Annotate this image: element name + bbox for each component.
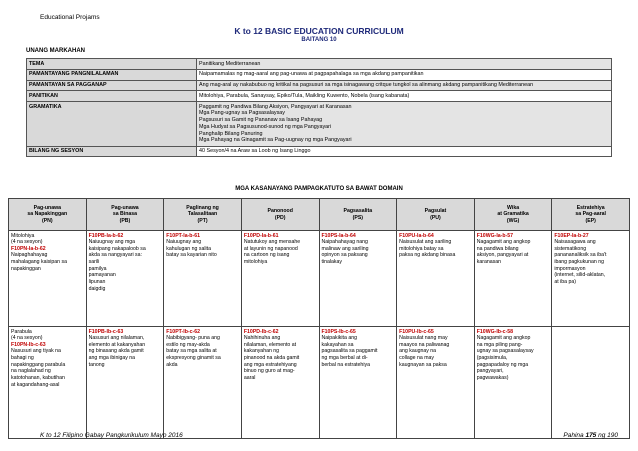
organization-header: Educational Projams [40, 14, 100, 21]
competency-text: elemento at kakanyahan [88, 341, 146, 348]
column-header-code: (PS) [352, 214, 363, 221]
grammar-topic: Pagsusuri sa Gamit ng Pananaw sa Isang Pahayag [199, 117, 323, 123]
competency-text: collage na may [399, 355, 435, 362]
document-title: K to 12 BASIC EDUCATION CURRICULUM [234, 26, 404, 36]
competency-text: katotohanan, kabutihan [11, 375, 65, 382]
competency-text: tanong [88, 361, 105, 368]
page-current: 175 [585, 432, 597, 439]
column-header-sub: sa Binasa [112, 211, 138, 218]
info-value: Naipamamalas ng mag-aaral ang pag-unawa at pagpapahalaga sa mga akdang pampanitikan [197, 69, 612, 80]
competency-code: F10PS-Ib-c-65 [321, 328, 356, 335]
competency-text: akda [166, 361, 178, 368]
competency-text: at layunin ng napanood [243, 245, 298, 252]
competency-code: F10PT-Ia-b-61 [166, 232, 200, 239]
competency-text: Naipaghahayag [11, 252, 48, 259]
competency-text: mitolohiya [243, 259, 268, 266]
page-number [563, 432, 618, 439]
competency-code: F10PD-Ia-b-61 [243, 232, 279, 239]
competency-cell [164, 327, 242, 439]
competency-text: pinanood na akda gamit [243, 355, 300, 362]
competency-text: mahalagang kaisipan sa [11, 259, 67, 266]
competency-cell [86, 327, 164, 439]
competency-text: Nabibigyang- puna ang [166, 335, 220, 342]
competency-text: Naiuugnay ang mga [88, 239, 136, 246]
competency-text: bahagi ng [11, 355, 34, 362]
column-header [397, 199, 475, 231]
column-header [552, 199, 630, 231]
competency-text: kaisipang nakapaloob sa [88, 245, 146, 252]
column-header-code: (PB) [119, 217, 131, 224]
column-header-name: Wika [507, 204, 520, 211]
quarter-label: UNANG MARKAHAN [26, 48, 85, 54]
competency-text: tinalakay [321, 259, 342, 266]
competency-cell [241, 231, 319, 327]
competency-cell [319, 327, 397, 439]
competency-text: napakinggang parabula [11, 361, 66, 368]
competency-code: F10PN-Ib-c-63 [11, 341, 46, 348]
competency-code: F10EP-Ia-b-27 [554, 232, 589, 239]
grade-level: BAITANG 10 [301, 37, 337, 43]
literature-topic: (4 na sesyon) [11, 239, 43, 246]
info-row [27, 91, 612, 102]
competency-text: na cartoon ng isang [243, 252, 290, 259]
competency-text: sarili [88, 259, 100, 266]
competency-text: na pandiwa bilang [476, 245, 519, 252]
competency-text: (pagsisimula, [476, 355, 508, 362]
competency-text: impormasyon [554, 265, 586, 272]
column-header-name: Panonood [267, 208, 293, 214]
column-header-sub: at Gramatika [497, 211, 529, 218]
competency-text: binuo ng guro at mag- [243, 368, 295, 375]
footer-source: K to 12 Filipino Gabay Pangkurikulum Mayo 2016 [40, 432, 183, 439]
competency-text: pamilya [88, 265, 107, 272]
competency-text: sistematikong [554, 245, 587, 252]
competency-text: pagsasalita sa paggamit [321, 348, 378, 355]
info-value [197, 102, 612, 147]
competency-text: pagpapadaloy ng mga [476, 361, 529, 368]
competency-text: ng binasang akda gamit [88, 348, 144, 355]
info-row [27, 69, 612, 80]
competency-code: F10PB-Ia-b-62 [88, 232, 124, 239]
column-header-name: Pagsasalita [343, 208, 373, 214]
competency-text: pagwawakas) [476, 375, 509, 382]
column-header-sub: Talasalitaan [187, 211, 218, 218]
competency-text: kakanyahan ng [243, 348, 280, 355]
competency-code: F10PB-Ib-c-63 [88, 328, 124, 335]
competency-text: lipunan [88, 279, 106, 286]
competency-text: Nahihinuha ang [243, 335, 281, 342]
competency-text: (internet, silid-aklatan, [554, 272, 606, 279]
competency-text: pangyayari, [476, 368, 504, 375]
competency-text: pamayanan [88, 272, 116, 279]
grammar-topic: Paggamit ng Pandiwa Bilang Aksiyon, Pangyayari at Karanasan [199, 103, 352, 110]
competency-text: Naisasagawa ang [554, 239, 596, 246]
column-header [319, 199, 397, 231]
competency-cell [397, 231, 475, 327]
competency-text: estilo ng may-akda [166, 341, 210, 348]
competency-cell [86, 231, 164, 327]
competency-code: F10PT-Ib-c-62 [166, 328, 200, 335]
competency-code: F10PU-Ia-b-64 [399, 232, 434, 239]
competency-text: ng mga berbal at di- [321, 355, 368, 362]
column-header-sub: sa Napakinggan [27, 211, 68, 218]
competency-cell [474, 231, 552, 327]
competency-text: kahulugan ng salita [166, 245, 211, 252]
column-header [164, 199, 242, 231]
info-label: GRAMATIKA [27, 102, 197, 147]
competency-text: panananaliksik sa iba't [554, 252, 607, 259]
column-header [9, 199, 87, 231]
column-header-name: Pag-unawa [33, 204, 61, 211]
competency-cell [397, 327, 475, 439]
grammar-topic: Mga Pahayag na Ginagamit sa Pag-uugnay ng mga Pangyayari [199, 137, 352, 144]
competency-cell [319, 231, 397, 327]
info-label: TEMA [27, 59, 197, 70]
competency-text: opinyon sa paksang [321, 252, 368, 259]
competency-text: Naipahahayag nang [321, 239, 368, 246]
literature-topic: (4 na sesyon) [11, 335, 43, 342]
info-label: PANITIKAN [27, 91, 197, 102]
column-header-name: Paglinang ng [186, 204, 219, 211]
column-header-code: (WG) [506, 217, 520, 224]
column-header-code: (PU) [430, 214, 441, 221]
competencies-table [8, 198, 630, 439]
competency-text: Nagagamit ang angkop [476, 335, 531, 342]
competency-text: ang mga estratehiyang [243, 361, 297, 368]
competency-text: akda sa nangyayari sa: [88, 252, 142, 259]
domain-title: MGA KASANAYANG PAMPAGKATUTO SA BAWAT DOMAIN [235, 186, 403, 192]
grammar-topic: Mga Pang-ugnay sa Pagsasalaysay [199, 110, 286, 117]
competency-cell [552, 327, 630, 439]
competency-text: na mga piling pang- [476, 341, 523, 348]
competency-text: aksiyon, pangyayari at [476, 252, 529, 259]
column-header-code: (PD) [274, 214, 286, 221]
info-row [27, 80, 612, 91]
competency-text: at iba pa) [554, 279, 577, 286]
competency-text: berbal na estratehiya [321, 361, 370, 368]
curriculum-info-table [26, 58, 612, 157]
competency-text: mitolohiya batay sa [399, 245, 444, 252]
competency-text: malinaw ang sariling [321, 245, 369, 252]
competency-cell [9, 327, 87, 439]
competency-cell [241, 327, 319, 439]
competency-text: Nasusuri ang nilalaman, [88, 335, 145, 342]
column-header [86, 199, 164, 231]
info-label: PAMANTAYANG PANGNILALAMAN [27, 69, 197, 80]
competency-text: ugnay sa pagsasalaysay [476, 348, 534, 355]
grammar-topic: Mga Hudyat sa Pagsusunod-sunod ng mga Pangyayari [199, 123, 332, 130]
column-header-code: (EP) [585, 217, 596, 224]
competency-text: Naipakikita ang [321, 335, 357, 342]
competency-code: F10WG-Ib-c-58 [476, 328, 514, 335]
column-header-code: (PN) [41, 217, 53, 224]
competency-text: Nasusuri ang tiyak na [11, 348, 61, 355]
competency-text: daigdig [88, 285, 106, 292]
competency-row [9, 327, 630, 439]
competency-text: na naglalahad ng [11, 368, 51, 375]
competency-text: Naiuugnay ang [166, 239, 202, 246]
grammar-topic: Panghalip Bilang Panuring [199, 130, 263, 137]
column-header [474, 199, 552, 231]
literature-topic: Parabula [11, 328, 32, 335]
competency-text: paksa ng akdang binasa [399, 252, 456, 259]
page-prefix: Pahina [563, 432, 586, 439]
competency-text: Nagagamit ang angkop [476, 239, 531, 246]
competency-text: ibang pagkukunan ng [554, 259, 604, 266]
competency-text: maayos na paliwanag [399, 341, 450, 348]
competency-text: at kagandahang-asal [11, 381, 60, 388]
info-value: Ang mag-aral ay nakabubuo ng kritikal na pagsusuri sa mga isinagawang critque tungkol sa alinmang akdang pampanitikang Mediterranean [197, 80, 612, 91]
info-value: 40 Sesyon/4 na Araw sa Loob ng Isang Linggo [197, 146, 612, 157]
competency-text: kakayahan sa [321, 341, 354, 348]
competency-cell [474, 327, 552, 439]
competency-text: ang mga ibinigay na [88, 355, 136, 362]
competency-text: kaugnayan sa paksa [399, 361, 447, 368]
competency-text: Natutukoy ang mensahe [243, 239, 301, 246]
competency-cell [164, 231, 242, 327]
competency-code: F10PU-Ib-c-65 [399, 328, 434, 335]
competency-text: batay sa kayarian nito [166, 252, 217, 259]
competency-text: batay sa mga salita at [166, 348, 217, 355]
literature-topic: Mitolohiya [11, 232, 35, 239]
competency-cell [9, 231, 87, 327]
column-header-name: Estratehiya [576, 204, 605, 211]
info-row [27, 146, 612, 157]
info-value: Panitikang Mediterranean [197, 59, 612, 70]
competency-text: karanasan [476, 259, 501, 266]
competency-code: F10PS-Ia-b-64 [321, 232, 356, 239]
column-header-sub: sa Pag-aaral [575, 211, 606, 218]
competency-text: Naisusulat ang sariling [399, 239, 452, 246]
page-total: ng 190 [596, 432, 618, 439]
competency-cell [552, 231, 630, 327]
column-header-code: (PT) [197, 217, 208, 224]
info-label: BILANG NG SESYON [27, 146, 197, 157]
info-row [27, 59, 612, 70]
competency-code: F10WG-Ia-b-57 [476, 232, 514, 239]
competency-text: ekspresyong ginamit sa [166, 355, 221, 362]
competency-code: F10PD-Ib-c-62 [243, 328, 279, 335]
competency-text: Naisusulat nang may [399, 335, 448, 342]
info-value: Mitolohiya, Parabula, Sanaysay, Epiko/Tula, Maikling Kuwento, Nobela (isang kabanata) [197, 91, 612, 102]
column-header [241, 199, 319, 231]
competency-text: aaral [243, 375, 256, 382]
competency-row [9, 231, 630, 327]
info-label: PAMANTAYAN SA PAGGANAP [27, 80, 197, 91]
column-header-name: Pagsulat [424, 208, 447, 214]
competency-text: ang kaugnay na [399, 348, 437, 355]
competency-code: F10PN-Ia-b-62 [11, 245, 46, 252]
competency-text: nilalaman, elemento at [243, 341, 297, 348]
column-header-name: Pag-unawa [111, 204, 139, 211]
info-row [27, 102, 612, 147]
competency-text: napakinggan [11, 265, 41, 272]
